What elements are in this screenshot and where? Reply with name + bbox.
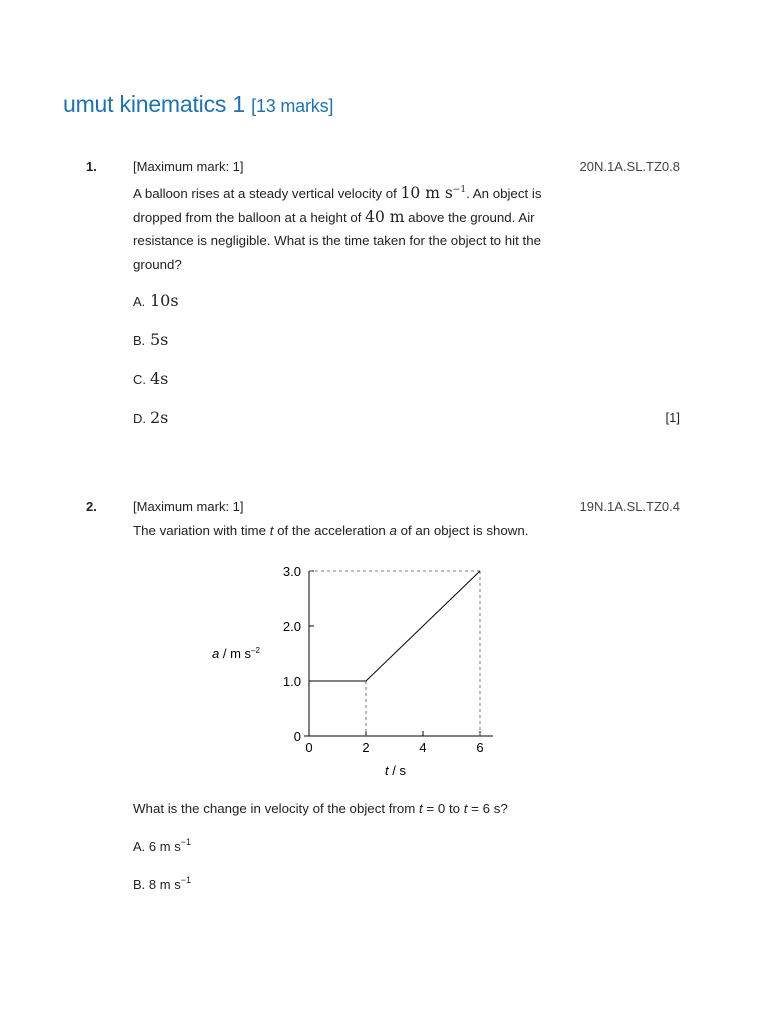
- option-value: 2s: [150, 408, 169, 427]
- x-tick-label: 0: [305, 740, 313, 755]
- y-tick-label: 2.0: [282, 619, 301, 634]
- q1-score: [1]: [665, 410, 680, 425]
- max-mark: [Maximum mark: 1]: [133, 499, 244, 514]
- acceleration-time-graph: [190, 555, 510, 785]
- option-letter: A.: [133, 839, 146, 854]
- y-tick-label: 1.0: [282, 674, 301, 689]
- text-segment: The variation with time: [133, 523, 270, 538]
- text-segment: . An object is dropped from the balloon at a height of: [133, 186, 542, 225]
- q2-option-b[interactable]: [133, 877, 191, 892]
- variable-t: t: [269, 523, 274, 538]
- x-tick-label: 4: [419, 740, 427, 755]
- title-text: umut kinematics 1: [63, 91, 245, 117]
- acceleration-line: [309, 571, 480, 681]
- x-tick-label: 6: [476, 740, 484, 755]
- option-letter: C.: [133, 372, 146, 387]
- variable-t: t: [463, 801, 468, 816]
- option-exponent: −1: [180, 837, 191, 847]
- title-marks: [13 marks]: [251, 96, 334, 116]
- text-segment: A balloon rises at a steady vertical velocity of: [133, 186, 401, 201]
- max-mark: [Maximum mark: 1]: [133, 159, 244, 174]
- text-segment: = 0 to: [422, 801, 464, 816]
- question-text: [133, 182, 573, 276]
- option-value: 5s: [150, 330, 169, 349]
- velocity-exponent: −1: [452, 185, 467, 195]
- q1-option-b[interactable]: [133, 330, 168, 349]
- text-segment: above the ground. Air resistance is negligible. What is the time taken for the object to hit the ground?: [133, 209, 541, 272]
- question-reference: 20N.1A.SL.TZ0.8: [579, 159, 680, 174]
- y-axis-label: a / m $s^{-2}$: [212, 646, 260, 661]
- text-segment: = 6 s?: [467, 801, 508, 816]
- question-number: 2.: [86, 499, 97, 514]
- option-exponent: −1: [180, 875, 191, 885]
- text-segment: of the acceleration: [273, 523, 390, 538]
- q2-option-a[interactable]: [133, 839, 191, 854]
- question-2-prompt: [133, 797, 633, 821]
- velocity-base: 10 m s: [400, 184, 453, 202]
- question-intro: [133, 519, 573, 543]
- option-letter: B.: [133, 877, 146, 892]
- height-value: 40 m: [365, 207, 405, 226]
- question-number: 1.: [86, 159, 97, 174]
- q1-option-d[interactable]: [133, 408, 168, 427]
- option-value: 8 m s: [148, 877, 181, 892]
- x-tick-label: 2: [362, 740, 370, 755]
- variable-a: a: [389, 523, 397, 538]
- y-tick-label: 0: [293, 729, 301, 744]
- text-segment: What is the change in velocity of the object from: [133, 801, 420, 816]
- option-value: 6 m s: [148, 839, 181, 854]
- x-axis-label: t / s: [385, 763, 406, 778]
- option-value: 4s: [150, 369, 169, 388]
- text-segment: of an object is shown.: [396, 523, 529, 538]
- page-title: [63, 91, 333, 118]
- q1-option-c[interactable]: [133, 369, 168, 388]
- option-value: 10s: [150, 291, 179, 310]
- option-letter: B.: [133, 333, 146, 348]
- option-letter: A.: [133, 294, 146, 309]
- question-reference: 19N.1A.SL.TZ0.4: [579, 499, 680, 514]
- option-letter: D.: [133, 411, 146, 426]
- y-tick-label: 3.0: [282, 564, 301, 579]
- q1-option-a[interactable]: [133, 291, 179, 310]
- velocity-value: [401, 184, 467, 202]
- variable-t: t: [419, 801, 423, 816]
